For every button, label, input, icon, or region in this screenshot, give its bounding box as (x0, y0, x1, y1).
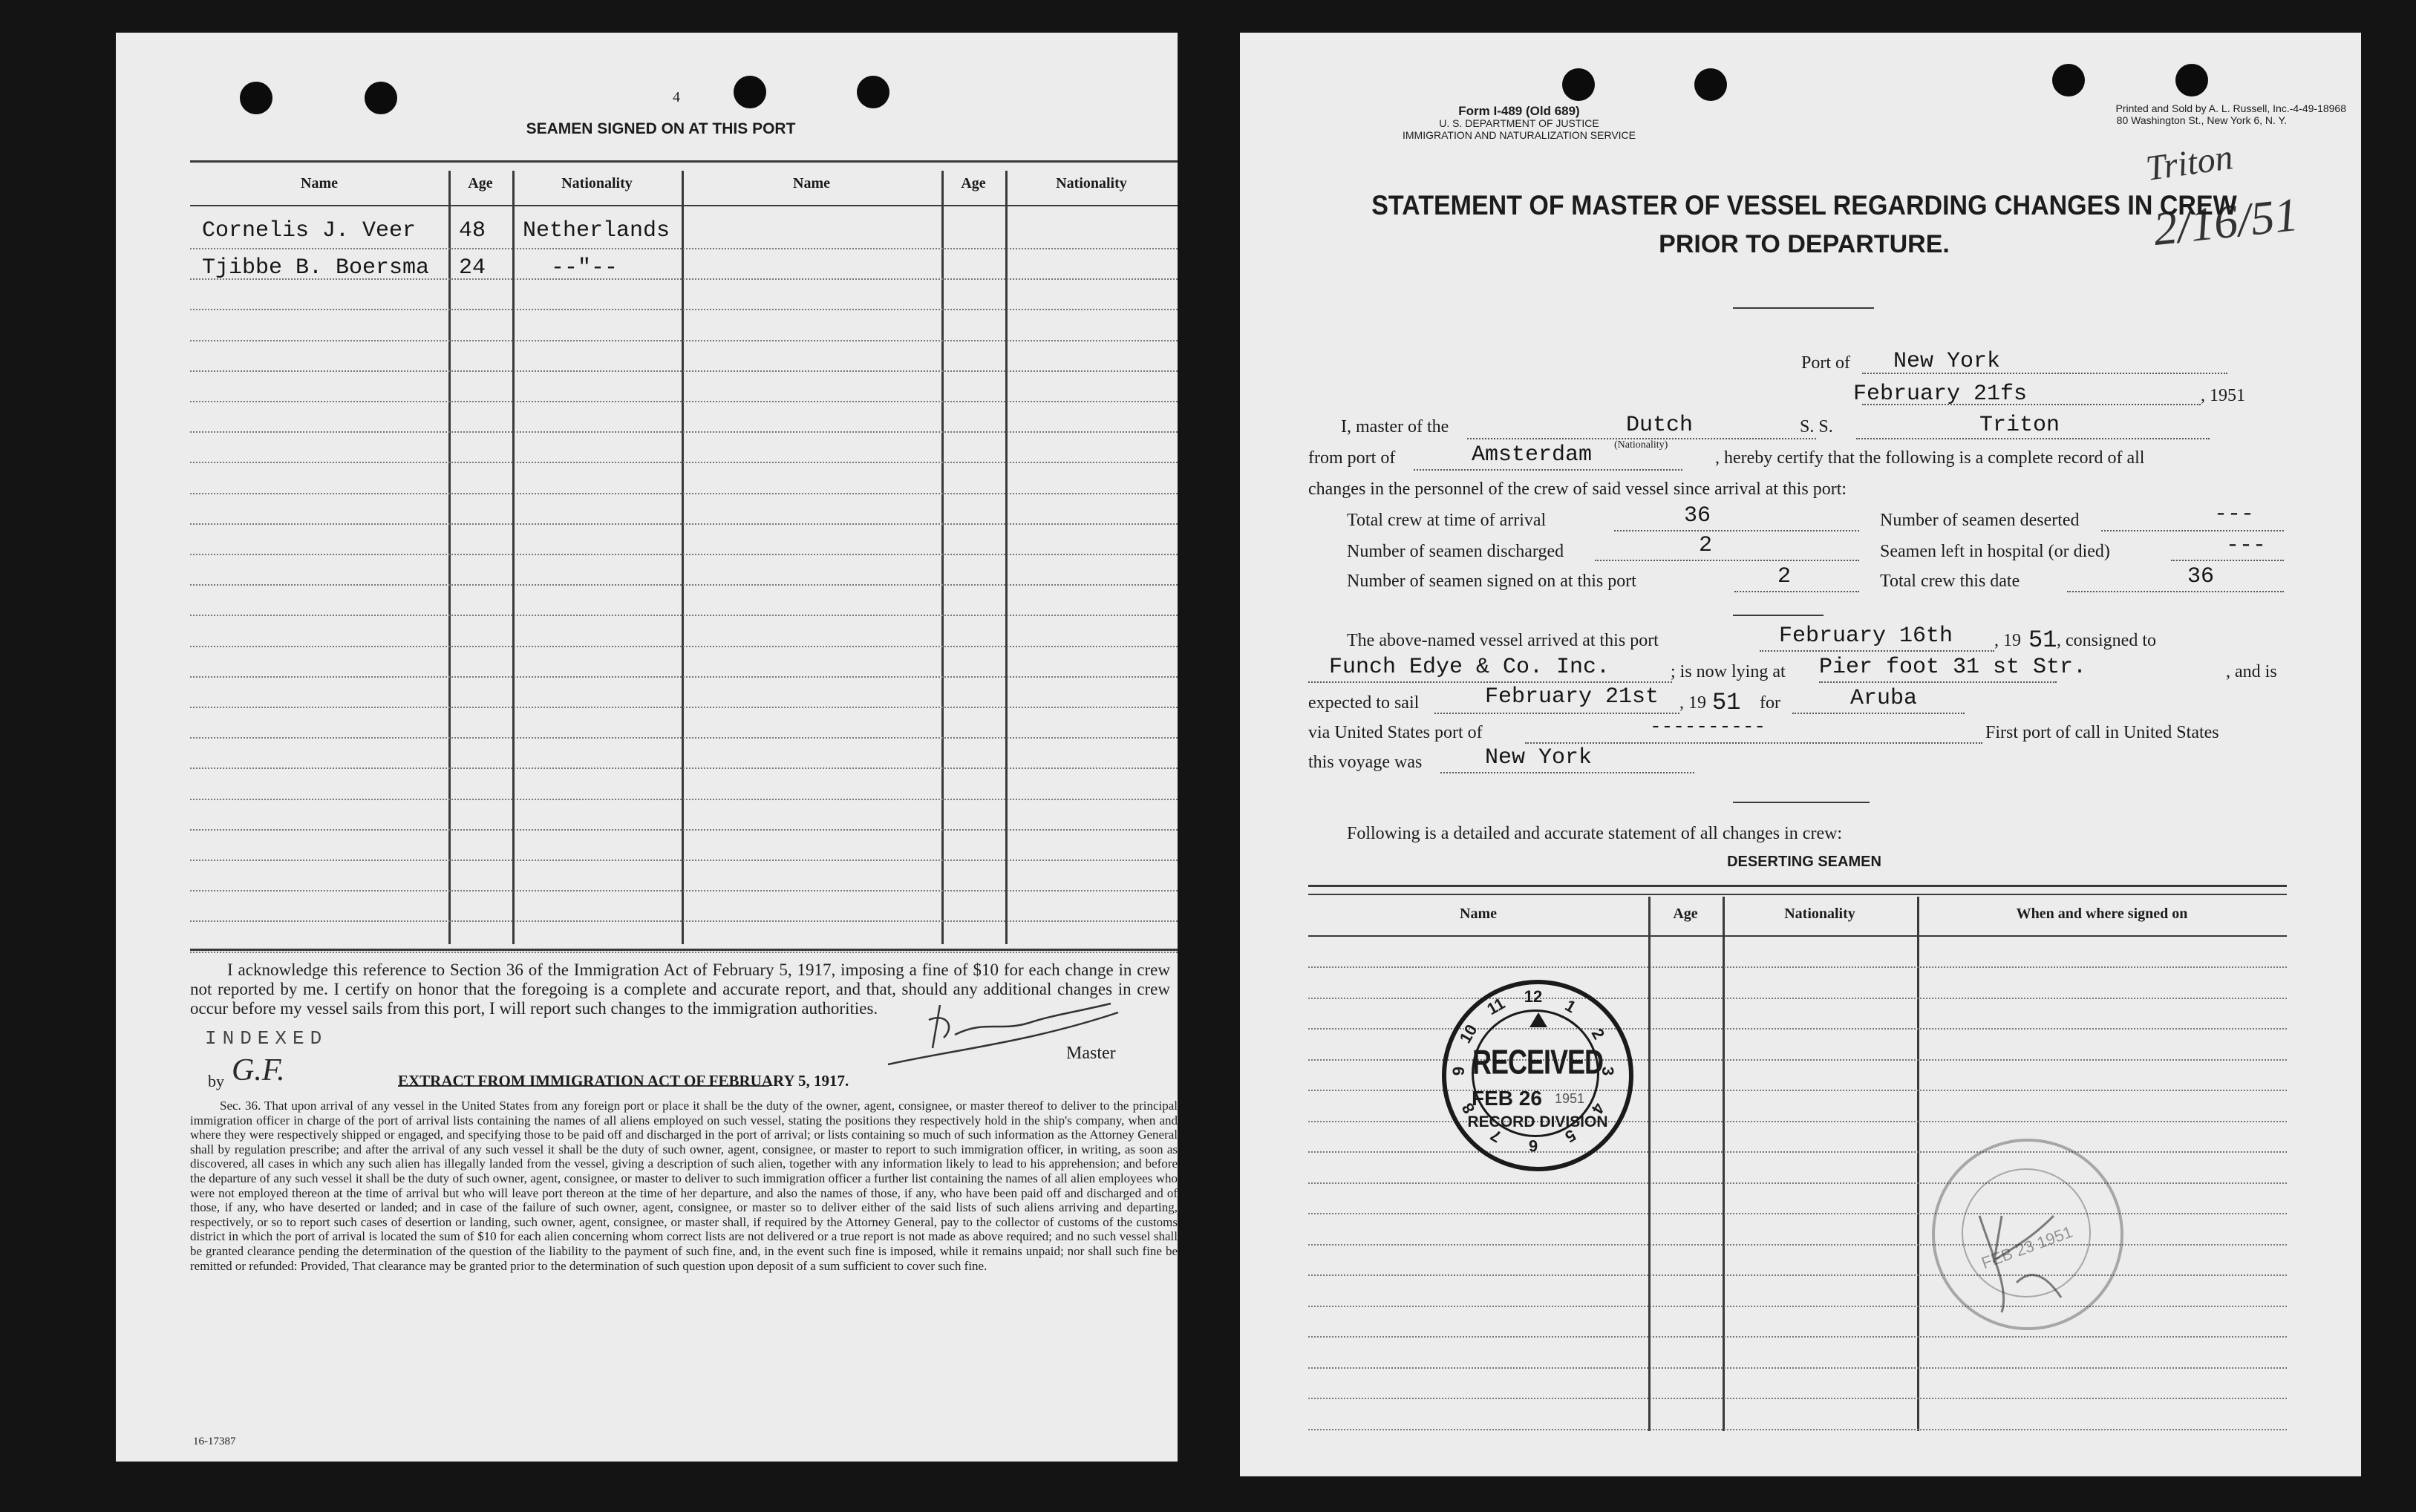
punch-hole (857, 76, 889, 108)
stamp-pointer-icon (1529, 1012, 1547, 1027)
certify-text: , hereby certify that the following is a complete record of all (1715, 448, 2145, 468)
consignee-fill-line (1308, 681, 1672, 683)
row-rule (1308, 1398, 2287, 1399)
stamp-clock-number: 3 (1599, 1066, 1617, 1076)
stamp-clock-number: 9 (1449, 1066, 1468, 1076)
arrived-year: 51 (2028, 626, 2057, 654)
voyage-rule (1733, 802, 1870, 803)
hospital-label: Seamen left in hospital (or died) (1880, 542, 2110, 561)
first-port-fill-line (1440, 772, 1694, 773)
table-cell-name: Cornelis J. Veer (202, 218, 417, 243)
via-fill-line (1525, 742, 1982, 744)
row-rule (190, 952, 1178, 953)
row-rule (1308, 1367, 2287, 1369)
voyage-label: this voyage was (1308, 753, 1423, 772)
faded-handwriting (1950, 1171, 2098, 1320)
master-label: Master (1066, 1044, 1116, 1063)
extract-title: EXTRACT FROM IMMIGRATION ACT OF FEBRUARY 5, 1917. (398, 1072, 849, 1090)
sail-date-value: February 21st (1485, 684, 1659, 710)
table-header-rule (190, 205, 1178, 206)
column-header: Name (1460, 906, 1497, 922)
form-number: Form I-489 (Old 689) (1458, 104, 1580, 118)
row-rule (190, 707, 1178, 708)
received-stamp (1442, 980, 1633, 1171)
stamp-date: FEB 26 (1472, 1087, 1542, 1110)
row-rule (190, 737, 1178, 739)
via-label: via United States port of (1308, 723, 1483, 742)
deserted-fill-line (2101, 530, 2284, 531)
punch-hole (2175, 64, 2208, 96)
column-divider (1917, 897, 1919, 1431)
handwritten-date: 2/16/51 (2150, 187, 2301, 256)
punch-hole (734, 76, 766, 108)
arrived-year-prefix: , 19 (1994, 631, 2021, 650)
column-divider (941, 171, 944, 944)
row-rule (1308, 1274, 2287, 1276)
row-rule (1308, 1336, 2287, 1338)
column-divider (1723, 897, 1725, 1431)
acknowledgement-text: I acknowledge this reference to Section 36 of the Immigration Act of February 5, 1917, imposing a fine of $10 for each change in crew not reported by me. I certify on honor that the foregoing is a complete and accurate report, and that, should any additional changes in crew occur before my vessel sails from this port, I will report such changes to the immigration authorities. (190, 960, 1170, 1018)
stamp-received: RECEIVED (1472, 1041, 1604, 1081)
ss-label: S. S. (1800, 417, 1833, 436)
row-rule (190, 370, 1178, 372)
column-header: Name (301, 175, 338, 192)
port-value: New York (1893, 349, 2001, 374)
arrived-value: February 16th (1779, 624, 1953, 649)
destination-value: Aruba (1850, 686, 1918, 711)
deserting-title: DESERTING SEAMEN (1727, 854, 1881, 870)
column-header: Nationality (561, 175, 633, 192)
row-rule (190, 615, 1178, 616)
column-divider (512, 171, 515, 944)
table-cell-nationality: --"-- (551, 255, 618, 281)
row-rule (190, 676, 1178, 678)
column-header: Nationality (1056, 175, 1127, 192)
consignee-value: Funch Edye & Co. Inc. (1329, 655, 1610, 680)
arrived-fill-line (1760, 650, 1994, 652)
stamp-clock-number: 10 (1456, 1021, 1481, 1047)
from-port-fill-line (1414, 469, 1682, 471)
lying-label: ; is now lying at (1671, 662, 1786, 681)
column-header: Age (1673, 906, 1698, 922)
form-code: 16-17387 (193, 1436, 236, 1447)
row-rule (1308, 1244, 2287, 1246)
column-divider (682, 171, 684, 944)
deserted-value: --- (2214, 502, 2255, 527)
deserted-label: Number of seamen deserted (1880, 511, 2080, 530)
stamp-clock-number: 6 (1528, 1136, 1538, 1155)
signed-on-value: 2 (1777, 564, 1792, 589)
table-top-rule (190, 160, 1178, 163)
desert-table-top-rule (1308, 885, 2287, 887)
punch-hole (365, 82, 397, 114)
stamp-clock-number: 12 (1524, 987, 1543, 1006)
total-arrival-fill-line (1614, 530, 1859, 531)
punch-hole (1562, 68, 1595, 101)
first-port-label: First port of call in United States (1985, 723, 2219, 742)
from-port-label: from port of (1308, 448, 1396, 468)
column-divider (1005, 171, 1008, 944)
date-year: , 1951 (2201, 386, 2245, 405)
column-header: Age (961, 175, 986, 192)
column-divider (1648, 897, 1651, 1431)
row-rule (190, 523, 1178, 525)
punch-hole (2052, 64, 2085, 96)
stamp-clock-number: 4 (1587, 1099, 1608, 1117)
total-date-fill-line (2067, 591, 2284, 592)
page-number: 4 (673, 89, 680, 105)
row-rule (190, 584, 1178, 586)
title-rule (1733, 307, 1874, 309)
stamp-division: RECORD DIVISION (1467, 1113, 1608, 1130)
row-rule (1308, 1151, 2287, 1153)
destination-fill-line (1792, 713, 1965, 714)
stamp-year: 1951 (1555, 1091, 1585, 1106)
form-title-line1: STATEMENT OF MASTER OF VESSEL REGARDING CHANGES IN CREW (1371, 190, 2237, 221)
row-rule (190, 860, 1178, 861)
date-value: February 21fs (1853, 382, 2028, 407)
faded-stamp (1932, 1139, 2123, 1330)
department: U. S. DEPARTMENT OF JUSTICE (1439, 117, 1599, 129)
consigned-label: , consigned to (2057, 631, 2156, 650)
and-is-label: , and is (2226, 662, 2277, 681)
sail-year: 51 (1712, 689, 1741, 716)
port-label: Port of (1801, 353, 1850, 373)
indexed-stamp: INDEXED (205, 1027, 328, 1050)
lying-value: Pier foot 31 st Str. (1819, 655, 2087, 680)
for-label: for (1760, 693, 1780, 713)
hospital-value: --- (2226, 533, 2267, 558)
column-header: When and where signed on (2016, 906, 2188, 922)
row-rule (190, 920, 1178, 922)
row-rule (190, 431, 1178, 433)
discharged-label: Number of seamen discharged (1347, 542, 1564, 561)
row-rule (190, 401, 1178, 402)
arrived-label: The above-named vessel arrived at this port (1347, 631, 1659, 650)
printer-address: 80 Washington St., New York 6, N. Y. (2116, 114, 2287, 126)
first-port-value: New York (1485, 745, 1593, 770)
table-cell-name: Tjibbe B. Boersma (202, 255, 430, 281)
row-rule (190, 340, 1178, 341)
faded-stamp-date: FEB 23 1951 (1979, 1222, 2075, 1273)
stamp-clock-number: 1 (1561, 996, 1579, 1017)
service-name: IMMIGRATION AND NATURALIZATION SERVICE (1403, 129, 1636, 141)
stamp-clock-number: 7 (1487, 1125, 1505, 1146)
row-rule (1308, 1182, 2287, 1184)
expected-label: expected to sail (1308, 693, 1420, 713)
stamp-clock-number: 8 (1458, 1099, 1479, 1117)
extract-text: Sec. 36. That upon arrival of any vessel in the United States from any foreign port or place it shall be the duty of the owner, agent, consignee, or master thereof to deliver to the principal immigration officer in charge of the port of arrival lists containing the names of all aliens employed on such vessel, stating the positions they respectively hold in the ship's company, when and where they were respectively shipped or engaged, and specifying those to be paid off and discharged in the port of arrival; or lists containing so much of such information as the Attorney General shall by regulation prescribe; and after the arrival of any such vessel it shall be the duty of such owner, agent, consignee, or master to report to such immigration officer, in writing, as soon as discovered, all cases in which any such alien has illegally landed from the vessel, giving a description of such alien, together with any information likely to lead to his apprehension; and before the departure of any such vessel it shall be the duty of such owner, agent, consignee, or master to deliver to such immigration officer a further list containing the names of all alien employees who were not employed thereon at the time of arrival but who will leave port thereon at the time of her departure, and also the names of those, if any, who have been paid off and discharged and of those, if any, who have deserted or landed; and in case of the failure of such owner, agent, consignee, or master so to deliver either of the said lists of such aliens arriving and departing, respectively, or so to report such cases of desertion or landing, such owner, agent, consignee, or master shall, if required by the Attorney General, pay to the collector of customs of the customs district in which the port of arrival is located the sum of $10 for each alien concerning whom correct lists are not delivered or a true report is not made as above required; and no such vessel shall be granted clearance pending the determination of the question of the liability to the payment of such fine, and, in the event such fine is imposed, while it remains unpaid; nor shall such fine be remitted or refunded: Provided, That clearance may be granted prior to the determination of such question upon deposit of a sum sufficient to cover such fine. (190, 1099, 1178, 1273)
lying-fill-line (1819, 681, 2057, 683)
signed-on-fill-line (1734, 591, 1859, 592)
printer-credit: Printed and Sold by A. L. Russell, Inc.-4-49-18968 (2115, 102, 2346, 114)
vessel-fill-line (1856, 438, 2210, 439)
row-rule (190, 462, 1178, 463)
discharged-value: 2 (1699, 533, 1713, 558)
via-value: ---------- (1650, 716, 1766, 738)
table-cell-nationality: Netherlands (523, 218, 670, 243)
nationality-value: Dutch (1626, 413, 1694, 438)
column-header: Name (793, 175, 830, 192)
row-rule (190, 890, 1178, 891)
table-cell-age: 48 (459, 218, 486, 243)
row-rule (190, 248, 1178, 249)
column-header: Nationality (1784, 906, 1855, 922)
right-page (1240, 33, 2361, 1476)
total-date-label: Total crew this date (1880, 572, 2020, 591)
stats-rule (1733, 615, 1824, 616)
by-label: by (208, 1072, 224, 1090)
row-rule (190, 829, 1178, 831)
handwritten-vessel: Triton (2143, 137, 2236, 189)
desert-table-header-rule (1308, 935, 2287, 937)
row-rule (190, 493, 1178, 494)
left-page (116, 33, 1178, 1462)
following-text: Following is a detailed and accurate statement of all changes in crew: (1347, 824, 1843, 843)
sail-date-fill-line (1434, 713, 1679, 714)
from-port-value: Amsterdam (1472, 442, 1593, 468)
row-rule (1308, 966, 2287, 968)
section-title: SEAMEN SIGNED ON AT THIS PORT (526, 120, 796, 137)
row-rule (190, 554, 1178, 555)
row-rule (1308, 998, 2287, 999)
column-header: Age (468, 175, 493, 192)
nationality-label: (Nationality) (1614, 439, 1668, 451)
signed-on-label: Number of seamen signed on at this port (1347, 572, 1636, 591)
row-rule (1308, 1306, 2287, 1307)
table-cell-age: 24 (459, 255, 486, 281)
form-title-line2: PRIOR TO DEPARTURE. (1659, 230, 1950, 258)
row-rule (190, 309, 1178, 310)
row-rule (1308, 1213, 2287, 1214)
column-divider (448, 171, 451, 944)
row-rule (1308, 1429, 2287, 1430)
row-rule (190, 646, 1178, 647)
row-rule (190, 768, 1178, 769)
punch-hole (240, 82, 272, 114)
table-bottom-rule (190, 949, 1178, 951)
master-prefix: I, master of the (1341, 417, 1449, 436)
total-arrival-value: 36 (1684, 503, 1711, 528)
discharged-fill-line (1595, 560, 1859, 561)
stamp-clock-number: 11 (1483, 994, 1509, 1019)
total-date-value: 36 (2187, 564, 2215, 589)
stamp-clock-number: 5 (1561, 1125, 1579, 1146)
stamp-clock-number: 2 (1587, 1025, 1608, 1043)
hospital-fill-line (2171, 560, 2284, 561)
punch-hole (1694, 68, 1727, 101)
row-rule (190, 799, 1178, 800)
initials-signature: G.F. (232, 1053, 285, 1087)
total-arrival-label: Total crew at time of arrival (1347, 511, 1547, 530)
sail-year-prefix: , 19 (1679, 693, 1706, 713)
desert-table-top-rule (1308, 894, 2287, 895)
certify-text-continued: changes in the personnel of the crew of said vessel since arrival at this port: (1308, 480, 1847, 499)
vessel-value: Triton (1979, 413, 2060, 438)
